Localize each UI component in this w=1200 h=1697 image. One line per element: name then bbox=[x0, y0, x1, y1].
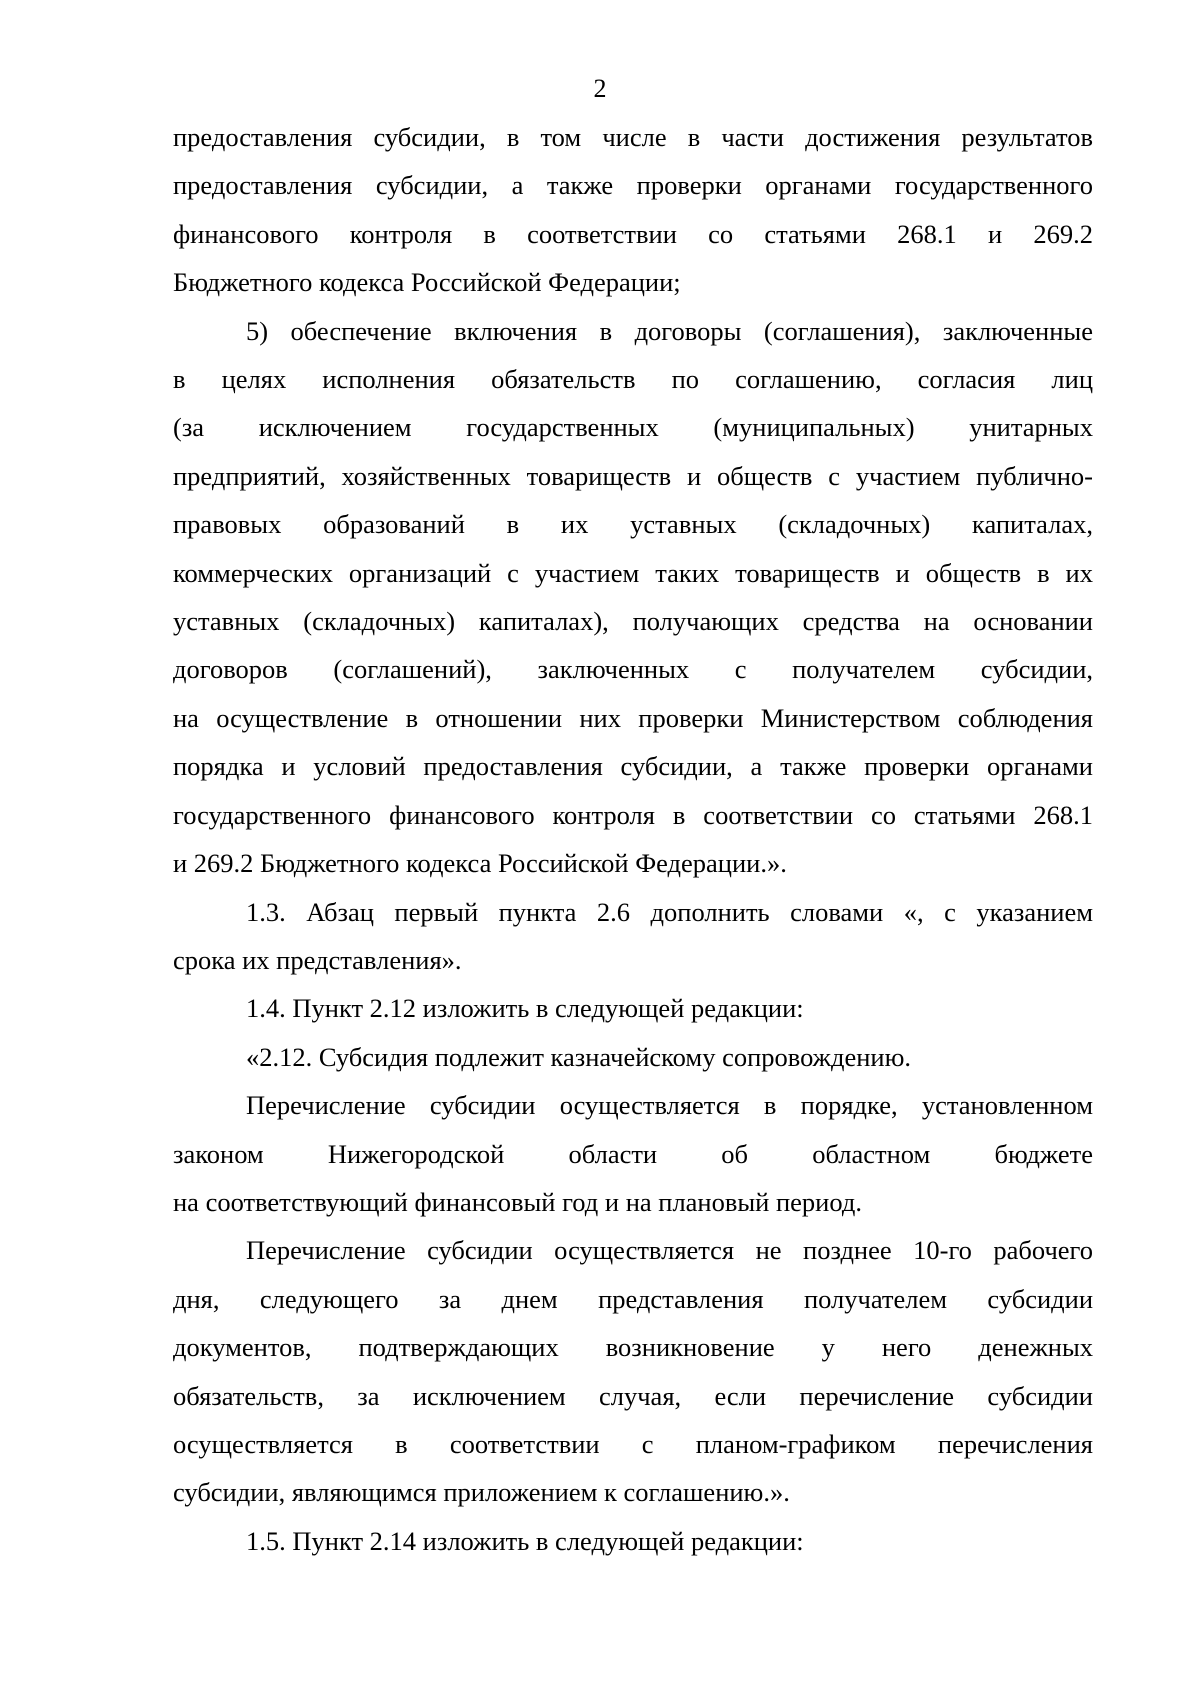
text-line: осуществляется в соответствии с планом-графиком перечисления bbox=[173, 1428, 1093, 1459]
text-line: Перечисление субсидии осуществляется в порядке, установленном bbox=[246, 1090, 1093, 1121]
text-line: срока их представления». bbox=[173, 944, 462, 975]
text-line: документов, подтверждающих возникновение у него денежных bbox=[173, 1332, 1093, 1363]
text-line: предоставления субсидии, в том числе в части достижения результатов bbox=[173, 122, 1093, 152]
text-line: порядка и условий предоставления субсидии, а также проверки органами bbox=[173, 751, 1093, 782]
text-line: 1.3. Абзац первый пункта 2.6 дополнить словами «, с указанием bbox=[246, 896, 1093, 927]
text-line: правовых образований в их уставных (складочных) капиталах, bbox=[173, 509, 1093, 540]
text-line: 1.4. Пункт 2.12 изложить в следующей редакции: bbox=[246, 993, 804, 1024]
text-line: договоров (соглашений), заключенных с получателем субсидии, bbox=[173, 654, 1093, 685]
text-line: предоставления субсидии, а также проверки органами государственного bbox=[173, 170, 1093, 201]
paragraph bbox=[173, 984, 1093, 1032]
paragraph bbox=[173, 1226, 1093, 1516]
text-line: на соответствующий финансовый год и на плановый период. bbox=[173, 1186, 862, 1217]
paragraph bbox=[173, 1081, 1093, 1226]
text-line: (за исключением государственных (муниципальных) унитарных bbox=[173, 412, 1093, 443]
paragraph bbox=[173, 888, 1093, 985]
text-line: 5) обеспечение включения в договоры (соглашения), заключенные bbox=[246, 315, 1093, 346]
text-line: «2.12. Субсидия подлежит казначейскому сопровождению. bbox=[246, 1041, 912, 1072]
paragraph bbox=[173, 1517, 1093, 1565]
text-line: в целях исполнения обязательств по соглашению, согласия лиц bbox=[173, 364, 1093, 395]
text-line: субсидии, являющимся приложением к соглашению.». bbox=[173, 1477, 790, 1508]
text-line: уставных (складочных) капиталах), получающих средства на основании bbox=[173, 606, 1093, 637]
text-line: предприятий, хозяйственных товариществ и обществ с участием публично- bbox=[173, 460, 1093, 491]
paragraph bbox=[173, 113, 1093, 307]
text-line: законом Нижегородской области об областном бюджете bbox=[173, 1138, 1093, 1169]
paragraph bbox=[173, 307, 1093, 888]
text-line: обязательств, за исключением случая, если перечисление субсидии bbox=[173, 1380, 1093, 1411]
text-line: Перечисление субсидии осуществляется не позднее 10-го рабочего bbox=[246, 1235, 1093, 1266]
paragraph bbox=[173, 1033, 1093, 1081]
text-line: Бюджетного кодекса Российской Федерации; bbox=[173, 267, 681, 298]
page-number: 2 bbox=[593, 74, 607, 103]
text-line: на осуществление в отношении них проверки Министерством соблюдения bbox=[173, 702, 1093, 733]
document-body bbox=[173, 113, 1093, 1565]
text-line: государственного финансового контроля в соответствии со статьями 268.1 bbox=[173, 799, 1093, 830]
text-line: и 269.2 Бюджетного кодекса Российской Федерации.». bbox=[173, 848, 787, 879]
text-line: коммерческих организаций с участием таких товариществ и обществ в их bbox=[173, 557, 1093, 588]
text-line: финансового контроля в соответствии со статьями 268.1 и 269.2 bbox=[173, 218, 1093, 249]
text-line: дня, следующего за днем представления получателем субсидии bbox=[173, 1283, 1093, 1314]
text-line: 1.5. Пункт 2.14 изложить в следующей редакции: bbox=[246, 1525, 804, 1556]
